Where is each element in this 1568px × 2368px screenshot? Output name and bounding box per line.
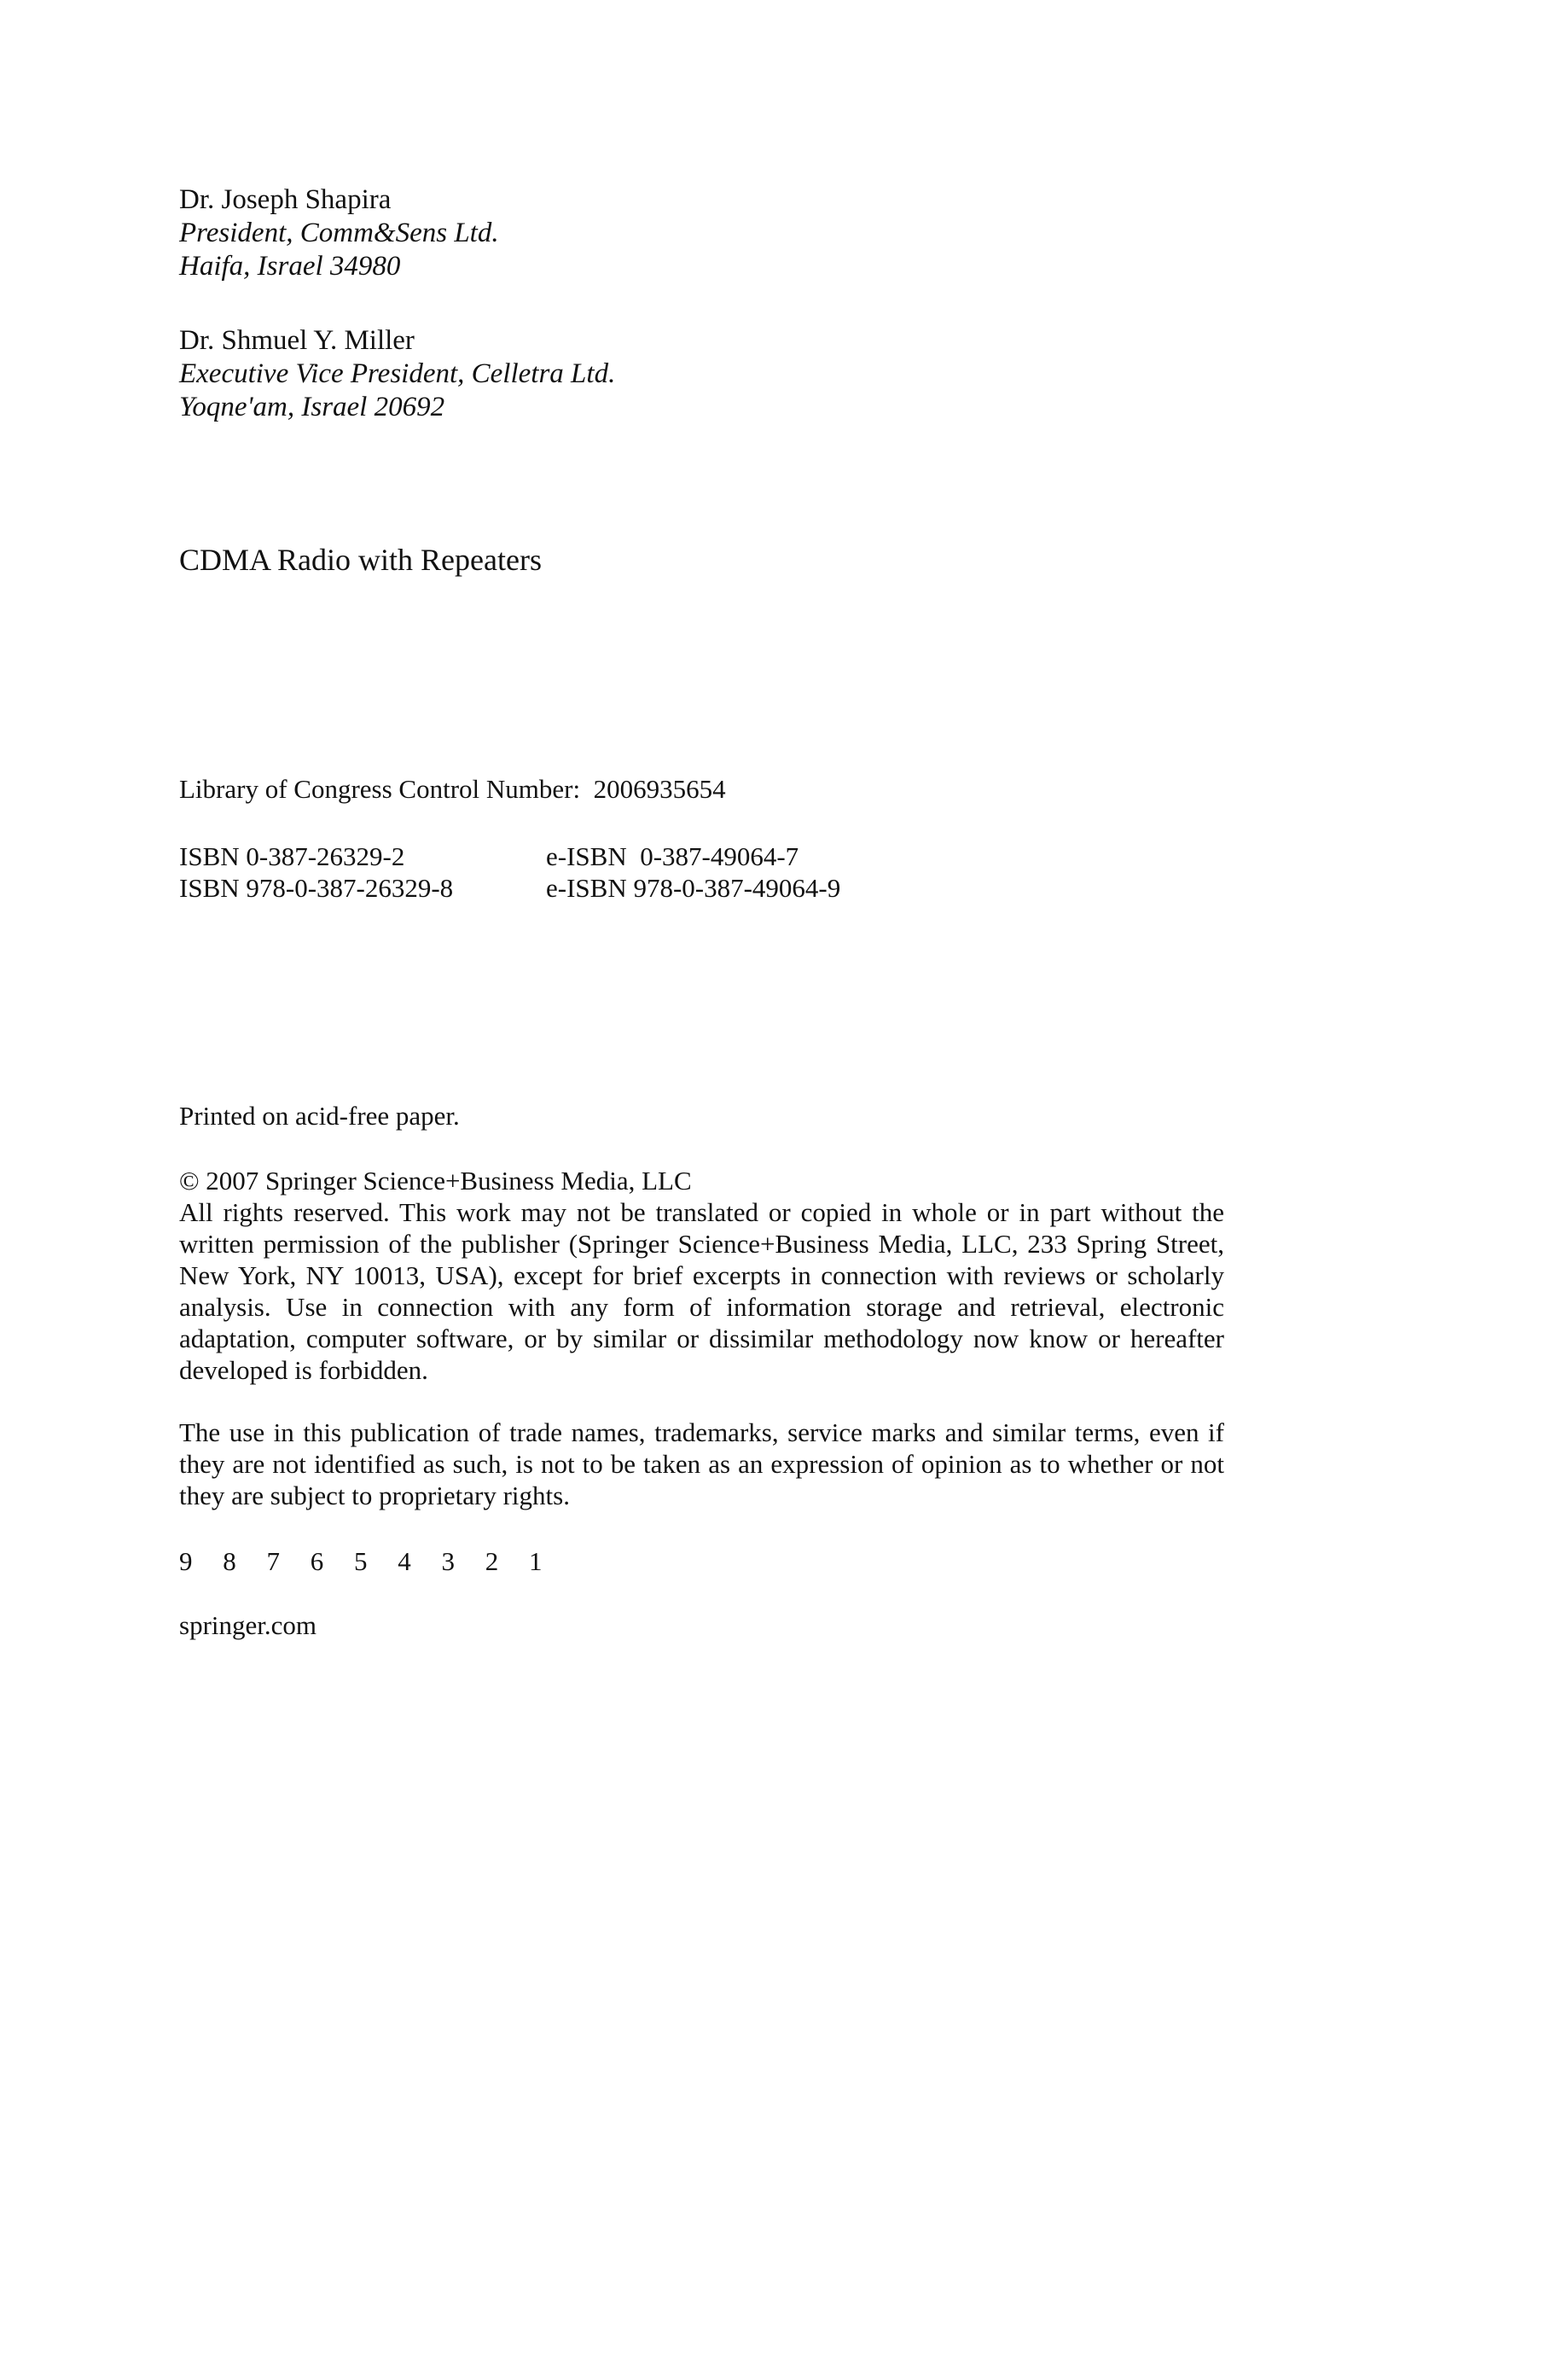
isbn-block	[179, 841, 840, 904]
author-location: Haifa, Israel 34980	[179, 251, 401, 282]
author-name: Dr. Joseph Shapira	[179, 184, 392, 215]
author-block-2	[179, 324, 615, 424]
lccn: Library of Congress Control Number: 2006935654	[179, 774, 726, 804]
author-block-1	[179, 183, 499, 283]
author-name: Dr. Shmuel Y. Miller	[179, 325, 415, 356]
paper-note: Printed on acid-free paper.	[179, 1101, 460, 1131]
copyright-block	[179, 1165, 1224, 1386]
copyright-line: © 2007 Springer Science+Business Media, LLC	[179, 1166, 692, 1196]
printing-numbers: 9 8 7 6 5 4 3 2 1	[179, 1546, 555, 1576]
author-location: Yoqne'am, Israel 20692	[179, 392, 445, 422]
isbn-ebook-10: e-ISBN 0-387-49064-7	[546, 841, 799, 871]
isbn-row-10	[179, 841, 840, 872]
author-position: Executive Vice President, Celletra Ltd.	[179, 358, 616, 389]
isbn-print-13: ISBN 978-0-387-26329-8	[179, 873, 454, 903]
website: springer.com	[179, 1610, 317, 1640]
book-title: CDMA Radio with Repeaters	[179, 543, 542, 577]
rights-text: All rights reserved. This work may not be translated or copied in whole or in part without the written permission of the publisher (Springer Science+Business Media, LLC, 233 Spring Street, New York, NY 10013, USA), except for brief excerpts in connection with reviews or scholarly analysis. Use in connection with any form of information storage and retrieval, electronic adaptation, computer software, or by similar or dissimilar methodology now know or hereafter developed is forbidden.	[179, 1197, 1224, 1385]
trademark-text: The use in this publication of trade names, trademarks, service marks and similar terms, even if they are not identified as such, is not to be taken as an expression of opinion as to whether or not they are subject to proprietary rights.	[179, 1417, 1224, 1510]
isbn-print-10: ISBN 0-387-26329-2	[179, 841, 405, 871]
isbn-ebook-13: e-ISBN 978-0-387-49064-9	[546, 873, 841, 903]
isbn-row-13	[179, 872, 840, 904]
author-position: President, Comm&Sens Ltd.	[179, 218, 499, 248]
